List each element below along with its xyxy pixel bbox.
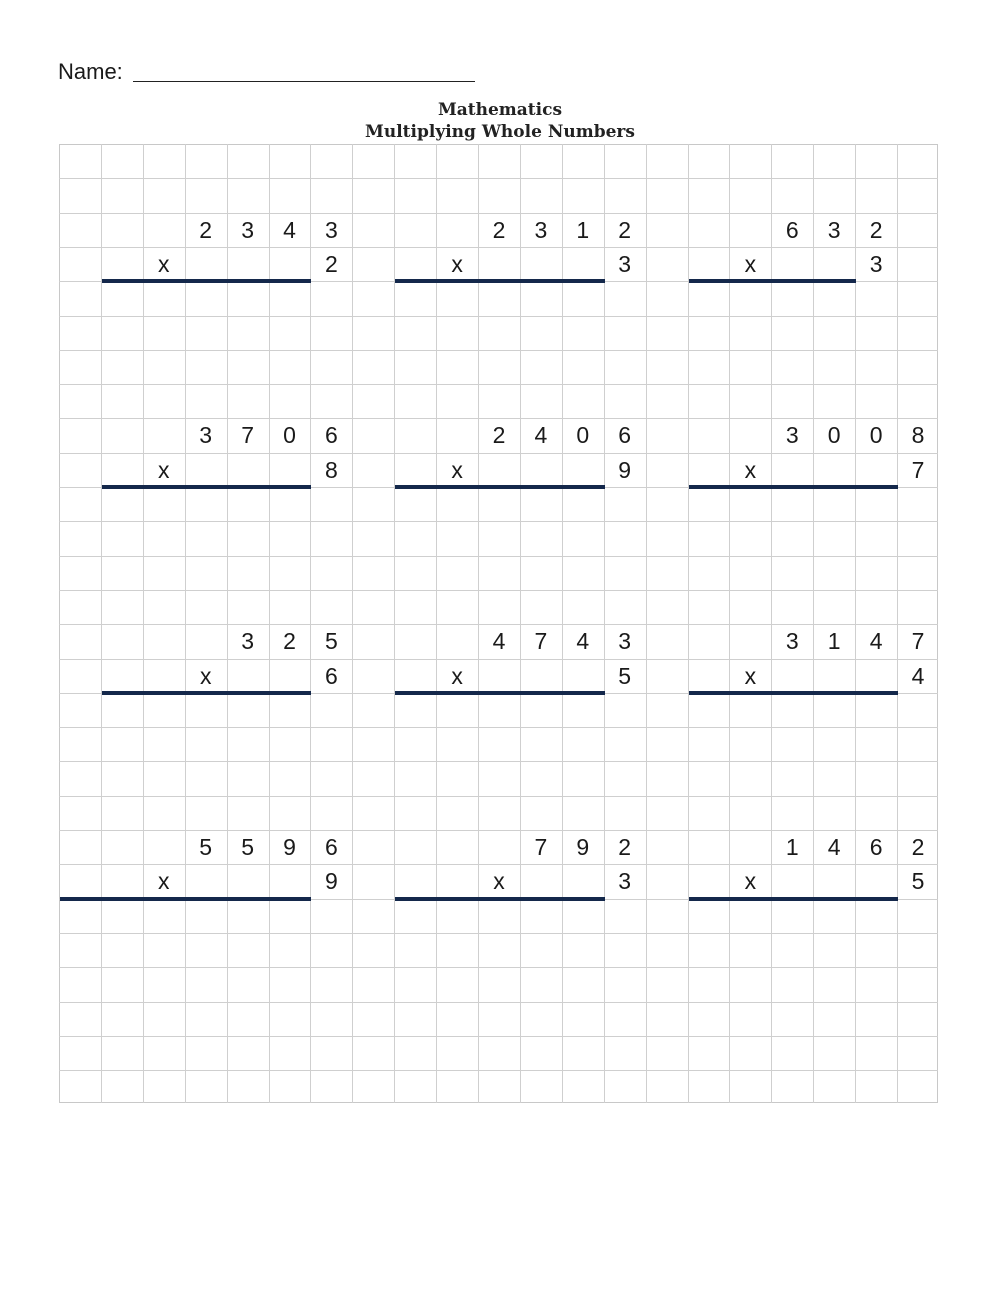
grid-horizontal-line	[59, 247, 938, 248]
multiplicand-digit: 2	[492, 422, 506, 449]
multiply-sign: x	[158, 250, 170, 277]
multiplicand-digit: 5	[324, 628, 338, 655]
answer-line	[689, 485, 899, 489]
multiplier-digit: 6	[324, 662, 338, 689]
multiplicand-digit: 0	[576, 422, 590, 449]
grid-horizontal-line	[59, 933, 938, 934]
multiplicand-digit: 2	[618, 216, 632, 243]
multiplicand-digit: 0	[283, 422, 296, 449]
grid-horizontal-line	[59, 1070, 938, 1071]
answer-line	[395, 279, 605, 283]
multiplicand-digit: 0	[827, 422, 841, 449]
multiplicand-digit: 4	[576, 628, 590, 655]
grid-horizontal-line	[59, 727, 938, 728]
multiply-sign: x	[451, 456, 463, 483]
multiplicand-digit: 2	[911, 834, 925, 860]
worksheet-title	[0, 99, 1000, 143]
answer-line	[395, 485, 605, 489]
grid-horizontal-line	[59, 556, 938, 557]
name-blank-line[interactable]	[133, 81, 475, 82]
multiply-sign: x	[158, 868, 170, 895]
multiply-sign: x	[744, 662, 757, 689]
multiplier-digit: 7	[911, 456, 925, 483]
multiplier-digit: 8	[324, 456, 338, 483]
grid-horizontal-line	[59, 590, 938, 591]
multiplier-digit: 5	[911, 868, 925, 895]
multiplicand-digit: 6	[324, 422, 338, 449]
multiplier-digit: 3	[869, 250, 883, 277]
multiplicand-digit: 3	[241, 628, 254, 655]
multiplicand-digit: 6	[618, 422, 632, 449]
multiplicand-digit: 1	[576, 216, 590, 243]
grid-horizontal-line	[59, 1002, 938, 1003]
answer-line	[395, 691, 605, 695]
multiplicand-digit: 3	[199, 422, 213, 449]
multiplicand-digit: 4	[283, 216, 296, 243]
multiply-sign: x	[451, 662, 463, 689]
grid-horizontal-line	[59, 350, 938, 351]
grid-horizontal-line	[59, 521, 938, 522]
multiplier-digit: 9	[618, 456, 632, 483]
multiplicand-digit: 0	[869, 422, 883, 449]
multiplicand-digit: 9	[576, 834, 590, 860]
multiplicand-digit: 3	[827, 216, 841, 243]
grid-horizontal-line	[59, 316, 938, 317]
multiplicand-digit: 4	[534, 422, 548, 449]
multiplier-digit: 5	[618, 662, 632, 689]
multiplicand-digit: 1	[785, 834, 799, 860]
multiplicand-digit: 1	[827, 628, 841, 655]
answer-line	[102, 279, 312, 283]
multiplicand-digit: 3	[534, 216, 548, 243]
grid-horizontal-line	[59, 1036, 938, 1037]
multiply-sign: x	[158, 456, 170, 483]
multiplier-digit: 4	[911, 662, 925, 689]
multiplicand-digit: 4	[869, 628, 883, 655]
multiplicand-digit: 3	[241, 216, 254, 243]
multiplicand-digit: 7	[534, 628, 548, 655]
multiplicand-digit: 8	[911, 422, 925, 449]
multiplicand-digit: 3	[785, 628, 799, 655]
multiplicand-digit: 2	[869, 216, 883, 243]
multiplicand-digit: 6	[785, 216, 799, 243]
grid-horizontal-line	[59, 178, 938, 179]
multiplicand-digit: 2	[283, 628, 296, 655]
multiplicand-digit: 3	[785, 422, 799, 449]
answer-line	[689, 691, 899, 695]
multiplicand-digit: 3	[324, 216, 338, 243]
name-row	[58, 58, 123, 86]
multiply-sign: x	[199, 662, 212, 689]
multiply-sign: x	[744, 456, 757, 483]
grid-horizontal-line	[59, 384, 938, 385]
answer-line	[102, 485, 312, 489]
multiplicand-digit: 4	[827, 834, 841, 860]
answer-line	[395, 897, 605, 901]
answer-line	[689, 279, 857, 283]
grid-horizontal-line	[59, 967, 938, 968]
title-subject: Mathematics	[437, 100, 563, 120]
multiplicand-digit: 2	[618, 834, 632, 860]
multiplicand-digit: 7	[911, 628, 925, 655]
multiplicand-digit: 7	[534, 834, 548, 860]
multiply-sign: x	[451, 250, 463, 277]
multiplicand-digit: 9	[283, 834, 296, 860]
multiplicand-digit: 7	[241, 422, 254, 449]
answer-line	[102, 691, 312, 695]
multiply-sign: x	[493, 868, 505, 895]
multiplicand-digit: 5	[241, 834, 254, 860]
title-topic: Multiplying Whole Numbers	[365, 122, 635, 142]
answer-line	[60, 897, 311, 901]
grid-horizontal-line	[59, 453, 938, 454]
multiplicand-digit: 4	[492, 628, 506, 655]
multiplier-digit: 9	[324, 868, 338, 895]
answer-line	[689, 897, 899, 901]
multiplicand-digit: 2	[199, 216, 213, 243]
grid-horizontal-line	[59, 796, 938, 797]
multiplicand-digit: 6	[324, 834, 338, 860]
multiplicand-digit: 6	[869, 834, 883, 860]
grid-horizontal-line	[59, 761, 938, 762]
multiply-sign: x	[744, 250, 757, 277]
multiplier-digit: 2	[324, 250, 338, 277]
multiply-sign: x	[744, 868, 757, 895]
multiplicand-digit: 5	[199, 834, 213, 860]
multiplier-digit: 3	[618, 868, 632, 895]
name-label: Name:	[58, 59, 123, 84]
multiplicand-digit: 3	[618, 628, 632, 655]
multiplicand-digit: 2	[492, 216, 506, 243]
multiplier-digit: 3	[618, 250, 632, 277]
